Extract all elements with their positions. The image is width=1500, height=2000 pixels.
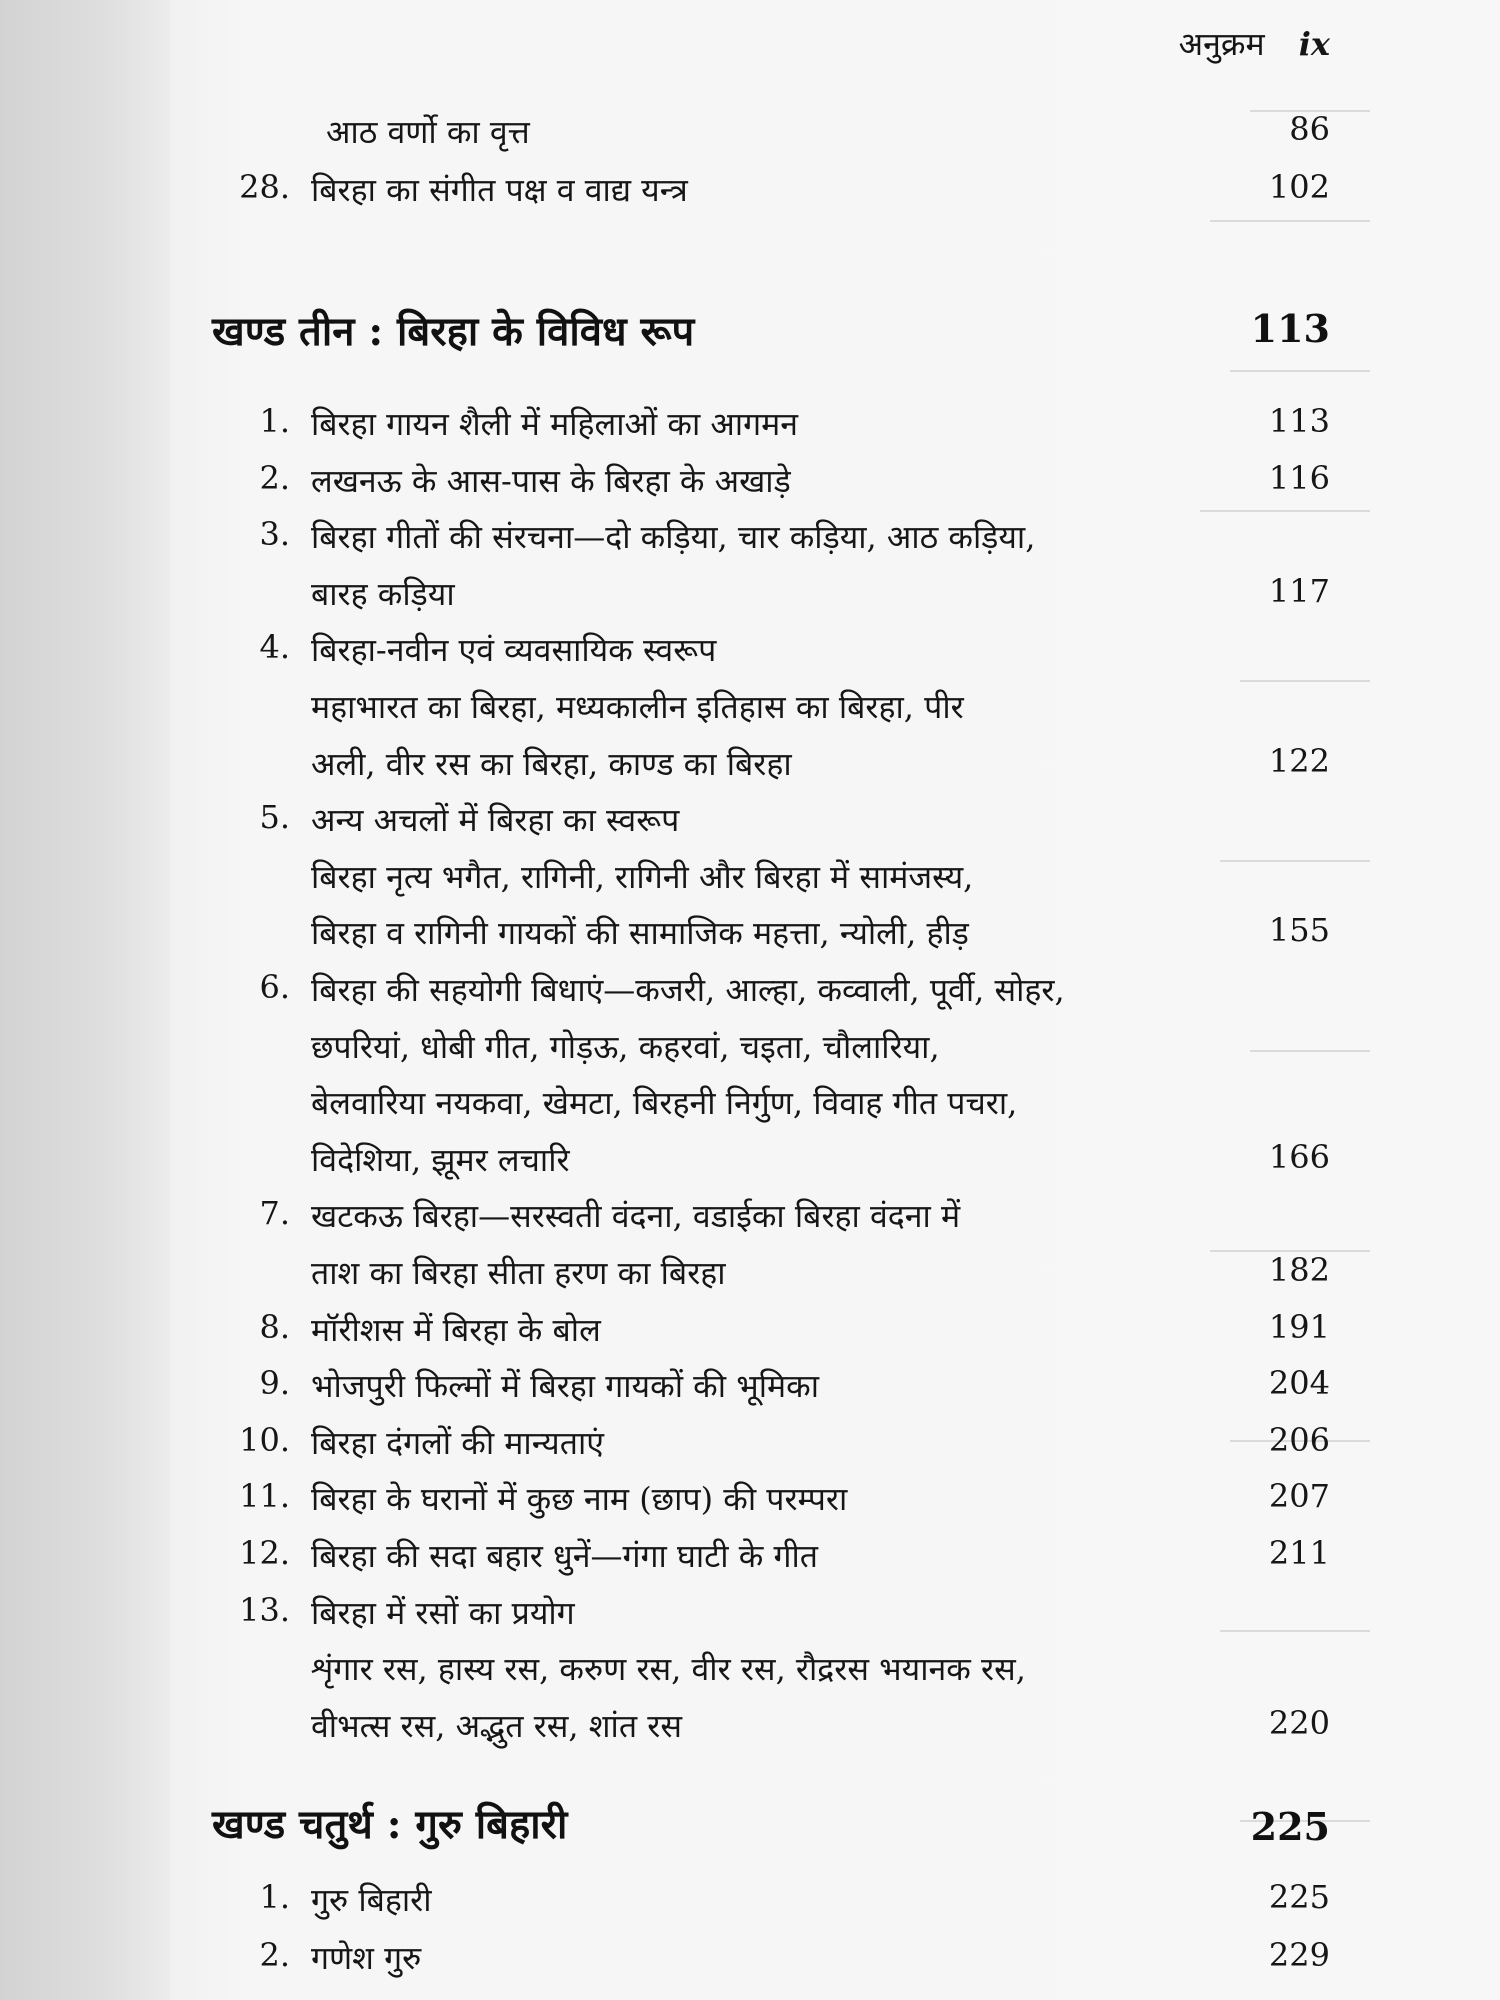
toc-entry [0,968,1500,1018]
toc-entry [0,1251,1500,1301]
toc-entry [0,1477,1500,1527]
entry-title: छपरियां, धोबी गीत, गोड़ऊ, कहरवां, चइता, चौलारिया, [311,1027,940,1066]
toc-entry [0,1194,1500,1244]
entry-number: 5. [259,798,290,837]
entry-number: 6. [259,968,290,1006]
toc-entry [0,515,1500,565]
entry-title: लखनऊ के आस-पास के बिरहा के अखाड़े [311,461,791,500]
section-three-page: 113 [1250,306,1330,351]
entry-title: बिरहा दंगलों की मान्यताएं [311,1423,604,1462]
entry-page: 113 [1268,402,1330,440]
header-title: अनुक्रम [1178,25,1265,63]
toc-entry [0,1138,1500,1188]
entry-number: 4. [259,628,290,667]
toc-entry [0,1591,1500,1641]
entry-title: अन्य अचलों में बिरहा का स्वरूप [311,801,680,840]
entry-number: 2. [259,1936,290,1974]
toc-entry [0,1364,1500,1414]
entry-number: 7. [259,1194,290,1233]
section-heading-three: खण्ड तीन : बिरहा के विविध रूप [212,308,695,355]
running-header [1179,22,1330,65]
toc-entry [0,798,1500,848]
entry-title: गुरु बिहारी [311,1881,432,1919]
entry-number: 12. [239,1534,290,1572]
entry-title: बिरहा-नवीन एवं व्यवसायिक स्वरूप [311,631,717,670]
entry-number: 13. [239,1590,290,1629]
entry-title: बारह कड़िया [311,574,455,613]
entry-number: 1. [259,402,290,440]
entry-title: भोजपुरी फिल्मों में बिरहा गायकों की भूमिका [311,1367,819,1406]
entry-number: 1. [259,1878,290,1916]
entry-title: वीभत्स रस, अद्भुत रस, शांत रस [311,1706,682,1745]
entry-title: बेलवारिया नयकवा, खेमटा, बिरहनी निर्गुण, विवाह गीत पचरा, [311,1084,1018,1123]
entry-title: बिरहा गायन शैली में महिलाओं का आगमन [311,405,799,443]
entry-number: 10. [239,1420,290,1459]
entry-page: 116 [1268,458,1330,497]
entry-number: 8. [259,1307,290,1346]
entry-number: 11. [239,1477,290,1516]
entry-title: बिरहा नृत्य भगैत, रागिनी, रागिनी और बिरहा में सामंजस्य, [311,857,974,896]
entry-title: बिरहा का संगीत पक्ष व वाद्य यन्त्र [311,171,688,209]
entry-title: खटकऊ बिरहा—सरस्वती वंदना, वडाईका बिरहा वंदना में [311,1197,961,1236]
page-folio: ix [1298,25,1330,63]
section-four-page: 225 [1250,1804,1330,1849]
entry-page: 122 [1268,741,1330,780]
entry-page: 204 [1268,1364,1330,1403]
entry-page: 102 [1268,168,1330,206]
toc-entry [0,855,1500,905]
entry-page: 166 [1268,1137,1330,1176]
toc-entry [0,1025,1500,1075]
toc-entry [0,1647,1500,1697]
entry-number: 28. [239,168,290,206]
entry-number: 9. [259,1364,290,1403]
entry-title: बिरहा गीतों की संरचना—दो कड़िया, चार कड़िया, आठ कड़िया, [311,518,1036,557]
section-heading-four: खण्ड चतुर्थ : गुरु बिहारी [212,1801,568,1848]
toc-entry [0,1878,1500,1928]
toc-entry [0,572,1500,622]
entry-title: महाभारत का बिरहा, मध्यकालीन इतिहास का बिरहा, पीर [311,688,964,726]
entry-title: मॉरीशस में बिरहा के बोल [311,1310,601,1349]
entry-page: 191 [1268,1307,1330,1346]
toc-entry [0,1534,1500,1584]
entry-page: 211 [1268,1534,1330,1572]
entry-title: बिरहा व रागिनी गायकों की सामाजिक महत्ता, न्योली, हीड़ [311,914,969,953]
entry-page: 117 [1268,571,1330,610]
toc-entry [0,110,1500,160]
toc-entry [0,1704,1500,1754]
entry-page: 225 [1268,1878,1330,1916]
toc-entry [0,459,1500,509]
toc-entry [0,1936,1500,1986]
entry-title: ताश का बिरहा सीता हरण का बिरहा [311,1254,726,1292]
toc-entry [0,168,1500,218]
entry-title: गणेश गुरु [311,1939,422,1977]
entry-number: 3. [259,515,290,554]
toc-entry [0,685,1500,735]
entry-title: बिरहा की सदा बहार धुनें—गंगा घाटी के गीत [311,1537,819,1575]
toc-entry [0,1421,1500,1471]
entry-title: बिरहा में रसों का प्रयोग [311,1593,575,1632]
entry-title: आठ वर्णो का वृत्त [326,113,530,151]
entry-page: 155 [1268,911,1330,950]
entry-title: शृंगार रस, हास्य रस, करुण रस, वीर रस, रौद्ररस भयानक रस, [311,1650,1026,1689]
toc-entry [0,911,1500,961]
entry-title: विदेशिया, झूमर लचारि [311,1140,570,1179]
entry-page: 229 [1268,1936,1330,1974]
entry-title: बिरहा की सहयोगी बिधाएं—कजरी, आल्हा, कव्वाली, पूर्वी, सोहर, [311,971,1065,1009]
entry-page: 206 [1268,1420,1330,1459]
entry-page: 220 [1268,1703,1330,1742]
entry-page: 207 [1268,1477,1330,1516]
toc-entry [0,402,1500,452]
toc-entry [0,1081,1500,1131]
entry-page: 86 [1289,110,1330,148]
toc-entry [0,742,1500,792]
entry-title: बिरहा के घरानों में कुछ नाम (छाप) की परम्परा [311,1480,848,1519]
toc-entry [0,628,1500,678]
entry-page: 182 [1268,1251,1330,1289]
entry-title: अली, वीर रस का बिरहा, काण्ड का बिरहा [311,744,792,783]
entry-number: 2. [259,458,290,497]
toc-entry [0,1308,1500,1358]
